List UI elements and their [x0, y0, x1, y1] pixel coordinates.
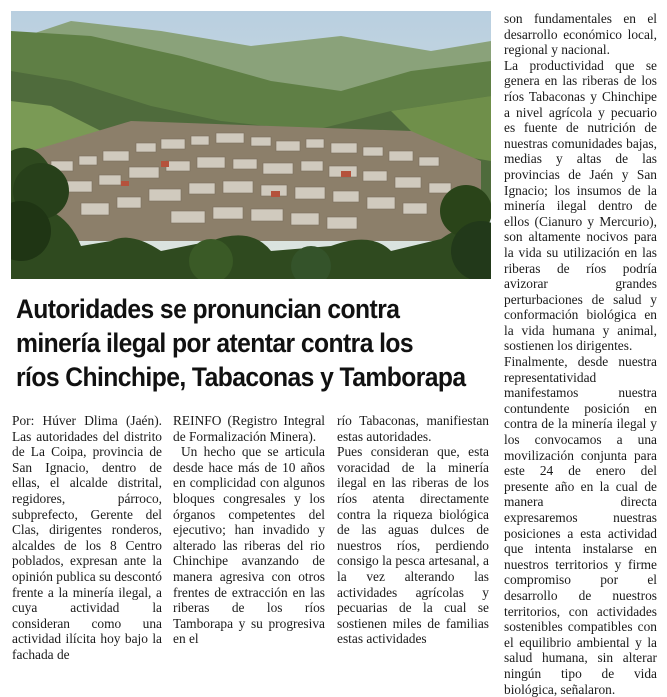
paragraph: río Tabaconas, manifiestan estas autoridades.: [337, 413, 489, 444]
article-column-4: [504, 11, 657, 697]
paragraph: Un hecho que se articula desde hace más de 10 años en complicidad con algunos bloques congresales y los órganos competentes del ejecutivo; han invadido y alterado las riberas del rio Chinchipe avanzando de manera agresiva con otros frentes de extracción en las riberas de los ríos Tamborapa y su progresiva en el: [173, 444, 325, 647]
article-column-1: [12, 413, 162, 663]
article-photo: [11, 11, 491, 279]
landscape-photo-icon: [11, 11, 491, 279]
byline-paragraph: Por: Húver Dlima (Jaén). Las autoridades del distrito de La Coipa, provincia de San Ignacio, dentro de ellas, el alcalde distrital, regidores, párroco, subprefecto, Gerente del Clas, dirigentes ronderos, alcaldes de los 8 Centro poblados, expresan ante la opinión publica su descontó frente a la minería ilegal, a cuya actividad la consideran como una actividad ilícita hoy bajo la fachada de: [12, 413, 162, 662]
paragraph: son fundamentales en el desarrollo económico local, regional y nacional.: [504, 11, 657, 58]
headline-line-2: minería ilegal por atentar contra los: [16, 328, 414, 358]
headline-line-1: Autoridades se pronuncian contra: [16, 294, 400, 324]
article-column-3: [337, 413, 489, 647]
headline: [16, 292, 466, 394]
paragraph: Finalmente, desde nuestra representatividad manifestamos nuestra contundente posición en contra de la minería ilegal y los convocamos a una movilización conjunta para este 24 de enero del presente año en la cual de manera directa expresaremos nuestras posiciones a esta actividad que intenta instalarse en nuestros territorios y firme compromiso por el desarrollo de nuestros territorios, con actividades sostenibles compatibles con el equilibrio ambiental y la salud humana, sin alterar ningún tipo de vida biológica, señalaron.: [504, 354, 657, 697]
paragraph: La productividad que se genera en las riberas de los ríos Tabaconas y Chinchipe a nivel agrícola y pecuario es fuente de nutrición de nuestras comunidades bajas, medias y altas de las provincias de Jaén y San Ignacio; los insumos de la minería ilegal dentro de ellos (Cianuro y Mercurio), son altamente nocivos para la vida su utilización en las riberas de ríos podría avizorar grandes perturbaciones de salud y conformación biológica en la vida humana y animal, sostienen los dirigentes.: [504, 57, 657, 354]
paragraph: REINFO (Registro Integral de Formalización Minera).: [173, 413, 325, 444]
article-column-2: [173, 413, 325, 647]
headline-line-3: ríos Chinchipe, Tabaconas y Tamborapa: [16, 362, 466, 392]
paragraph: Pues consideran que, esta voracidad de la minería ilegal en las riberas de los ríos atenta directamente contra la riqueza biológica de las aguas dulces de nuestros ríos, perdiendo consigo la pesca artesanal, a la vez alterando las actividades agrícolas y pecuarias de la cual se sostienen miles de familias estas actividades: [337, 444, 489, 647]
